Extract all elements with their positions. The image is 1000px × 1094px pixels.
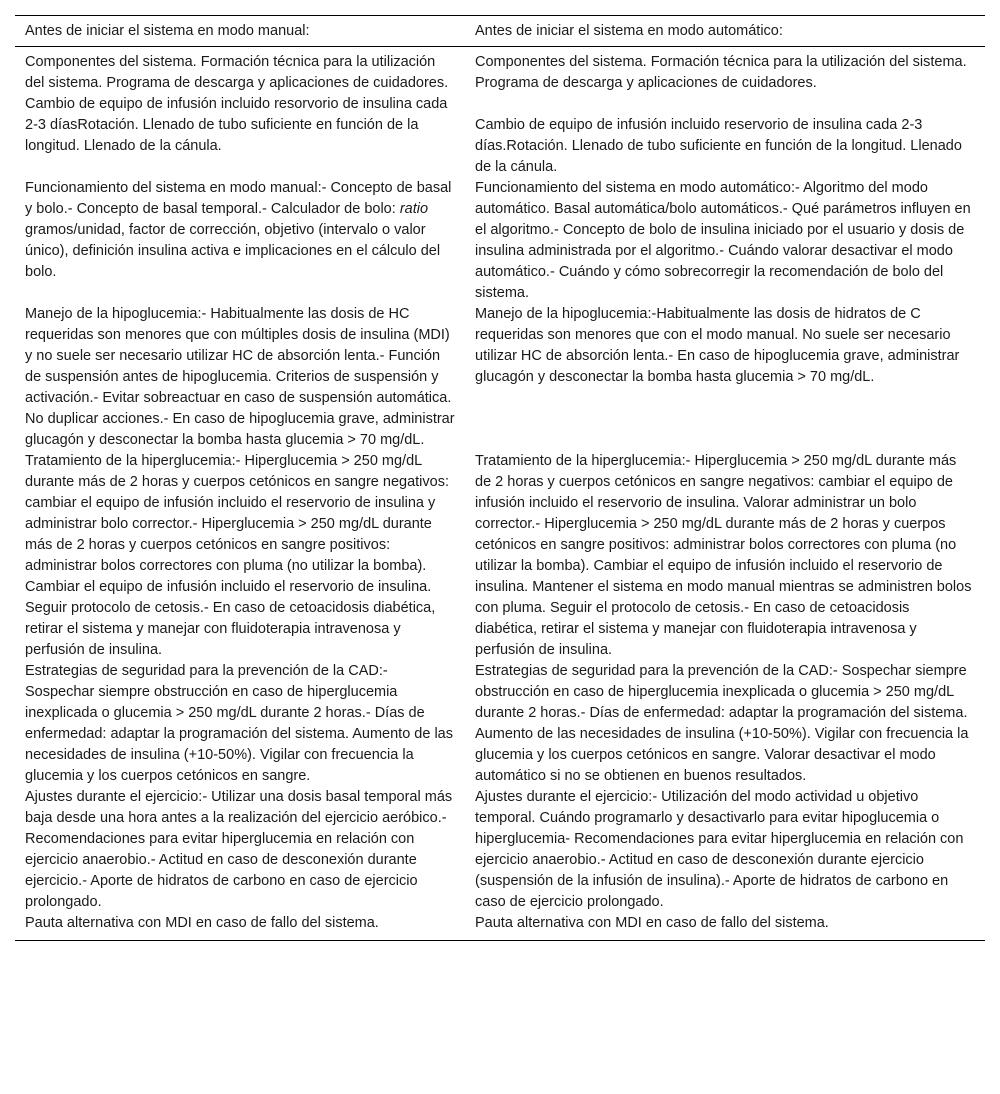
cell-auto: Estrategias de seguridad para la prevención de la CAD:- Sospechar siempre obstrucción en caso de hiperglucemia inexplicada o glucemia > 250 mg/dL durante 2 horas.- Días de enfermedad: adaptar la programación del sistema. Aumento de las necesidades de insulina (+10-50%). Vigilar con frecuencia la glucemia y los cuerpos cetónicos en sangre. Valorar desactivar el modo automático si no se obtienen en buenos resultados. <box>475 663 969 784</box>
table-row <box>15 94 985 178</box>
cell-manual-text-b: gramos/unidad, factor de corrección, objetivo (intervalo o valor único), definición insulina activa e implicaciones en el cálculo del bolo. <box>25 222 441 280</box>
cell-auto: Manejo de la hipoglucemia:-Habitualmente las dosis de hidratos de C requeridas son menores que con el modo manual. No suele ser necesario utilizar HC de absorción lenta.- En caso de hipoglucemia grave, administrar glucagón y desconectar la bomba hasta glucemia > 70 mg/dL. <box>475 306 960 385</box>
cell-manual: Pauta alternativa con MDI en caso de fallo del sistema. <box>15 913 465 941</box>
table-row <box>15 304 985 451</box>
cell-auto: Tratamiento de la hiperglucemia:- Hiperglucemia > 250 mg/dL durante más de 2 horas y cuerpos cetónicos en sangre negativos: cambiar el equipo de infusión incluido el reservorio de insulina. Valorar administrar un bolo corrector.- Hiperglucemia > 250 mg/dL durante más de 2 horas y cuerpos cetónicos en sangre positivos: administrar bolos correctores con pluma (no utilizar la bomba). Cambiar el equipo de infusión incluido el reservorio de insulina. Mantener el sistema en modo manual mientras se administren bolos con pluma. Seguir el protocolo de cetosis.- En caso de cetoacidosis diabética, retirar el sistema y manejar con fluidoterapia intravenosa y perfusión de insulina. <box>475 453 972 658</box>
ratio-term: ratio <box>399 201 429 217</box>
cell-manual <box>15 178 465 304</box>
table-row <box>15 913 985 941</box>
cell-manual: Ajustes durante el ejercicio:- Utilizar una dosis basal temporal más baja desde una hora antes a la realización del ejercicio aeróbico.- Recomendaciones para evitar hiperglucemia en relación con ejercicio anaerobio.- Actitud en caso de desconexión durante ejercicio.- Aporte de hidratos de carbono en caso de ejercicio prolongado. <box>25 789 453 910</box>
table-row <box>15 47 985 95</box>
cell-manual: Tratamiento de la hiperglucemia:- Hiperglucemia > 250 mg/dL durante más de 2 horas y cuerpos cetónicos en sangre negativos: cambiar el equipo de infusión incluido el reservorio de insulina y administrar bolo corrector.- Hiperglucemia > 250 mg/dL durante más de 2 horas y cuerpos cetónicos en sangre positivos: administrar bolos correctores con pluma (no utilizar la bomba). Cambiar el equipo de infusión incluido el reservorio de insulina. Seguir protocolo de cetosis.- En caso de cetoacidosis diabética, retirar el sistema y manejar con fluidoterapia intravenosa y perfusión de insulina. <box>25 453 449 658</box>
header-manual: Antes de iniciar el sistema en modo manual: <box>15 16 465 47</box>
table-row <box>15 787 985 913</box>
cell-auto: Componentes del sistema. Formación técnica para la utilización del sistema. Programa de descarga y aplicaciones de cuidadores. <box>475 54 967 91</box>
cell-auto: Funcionamiento del sistema en modo automático:- Algoritmo del modo automático. Basal automática/bolo automáticos.- Qué parámetros influyen en el algoritmo.- Concepto de bolo de insulina iniciado por el usuario y dosis de insulina administrada por el algoritmo.- Cuándo valorar desactivar el modo automático.- Cuándo y cómo sobrecorregir la recomendación de bolo del sistema. <box>475 180 971 301</box>
cell-auto-text: Cambio de equipo de infusión incluido reservorio de insulina cada 2-3 días.Rotación. Llenado de tubo suficiente en función de la longitud. Llenado de la cánula. <box>475 117 962 175</box>
table-row <box>15 661 985 787</box>
header-auto: Antes de iniciar el sistema en modo automático: <box>465 16 985 47</box>
table-row <box>15 178 985 304</box>
cell-auto: Pauta alternativa con MDI en caso de fallo del sistema. <box>465 913 985 941</box>
education-table <box>15 15 985 941</box>
cell-auto <box>465 94 985 178</box>
cell-manual: Cambio de equipo de infusión incluido resorvorio de insulina cada 2-3 díasRotación. Llenado de tubo suficiente en función de la longitud. Llenado de la cánula. <box>25 96 448 154</box>
cell-manual: Estrategias de seguridad para la prevención de la CAD:- Sospechar siempre obstrucción en caso de hiperglucemia inexplicada o glucemia > 250 mg/dL durante 2 horas.- Días de enfermedad: adaptar la programación del sistema. Aumento de las necesidades de insulina (+10-50%). Vigilar con frecuencia la glucemia y los cuerpos cetónicos en sangre. <box>25 663 453 784</box>
cell-manual-text-a: Funcionamiento del sistema en modo manual:- Concepto de basal y bolo.- Concepto de basal temporal.- Calculador de bolo: <box>25 180 452 217</box>
table-row <box>15 451 985 661</box>
table-header-row <box>15 16 985 47</box>
cell-auto: Ajustes durante el ejercicio:- Utilización del modo actividad u objetivo temporal. Cuándo programarlo y desactivarlo para evitar hipoglucemia o hiperglucemia- Recomendaciones para evitar hiperglucemia en relación con ejercicio anaerobio.- Actitud en caso de desconexión durante ejercicio (suspensión de la infusión de insulina).- Aporte de hidratos de carbono en caso de ejercicio prolongado. <box>475 789 964 910</box>
cell-manual: Manejo de la hipoglucemia:- Habitualmente las dosis de HC requeridas son menores que con múltiples dosis de insulina (MDI) y no suele ser necesario utilizar HC de absorción lenta.- Función de suspensión antes de hipoglucemia. Criterios de suspensión y activación.- Evitar sobreactuar en caso de suspensión automática. No duplicar acciones.- En caso de hipoglucemia grave, administrar glucagón y desconectar la bomba hasta glucemia > 70 mg/dL. <box>25 306 455 448</box>
cell-manual: Componentes del sistema. Formación técnica para la utilización del sistema. Programa de descarga y aplicaciones de cuidadores. <box>25 54 449 91</box>
